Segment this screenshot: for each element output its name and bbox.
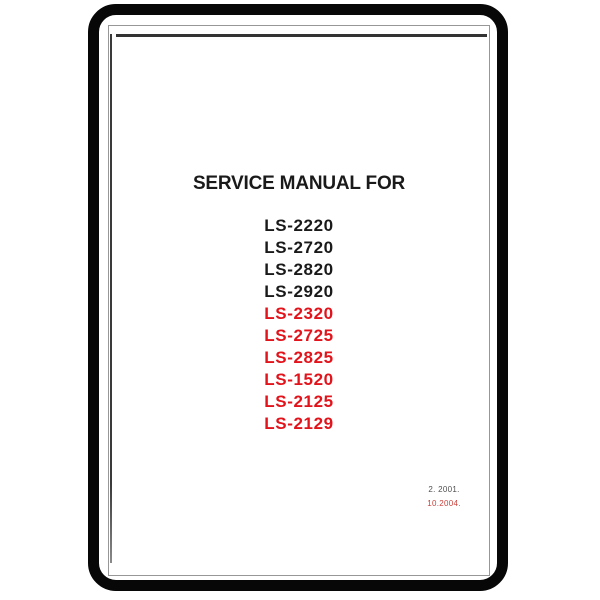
model-item: LS-2820 <box>264 260 334 279</box>
model-item: LS-2320 <box>264 304 334 323</box>
model-item: LS-2129 <box>264 414 334 433</box>
model-item: LS-2725 <box>264 326 334 345</box>
model-item: LS-2220 <box>264 216 334 235</box>
page-title: SERVICE MANUAL FOR <box>192 173 406 194</box>
revision-note-1: 2. 2001. <box>428 485 460 494</box>
model-list <box>108 215 490 435</box>
revision-notes <box>410 483 478 511</box>
revision-note-2: 10.2004. <box>427 499 461 508</box>
model-item: LS-2920 <box>264 282 334 301</box>
model-item: LS-2720 <box>264 238 334 257</box>
model-item: LS-1520 <box>264 370 334 389</box>
model-item: LS-2125 <box>264 392 334 411</box>
scan-edge-top <box>116 34 487 37</box>
model-item: LS-2825 <box>264 348 334 367</box>
